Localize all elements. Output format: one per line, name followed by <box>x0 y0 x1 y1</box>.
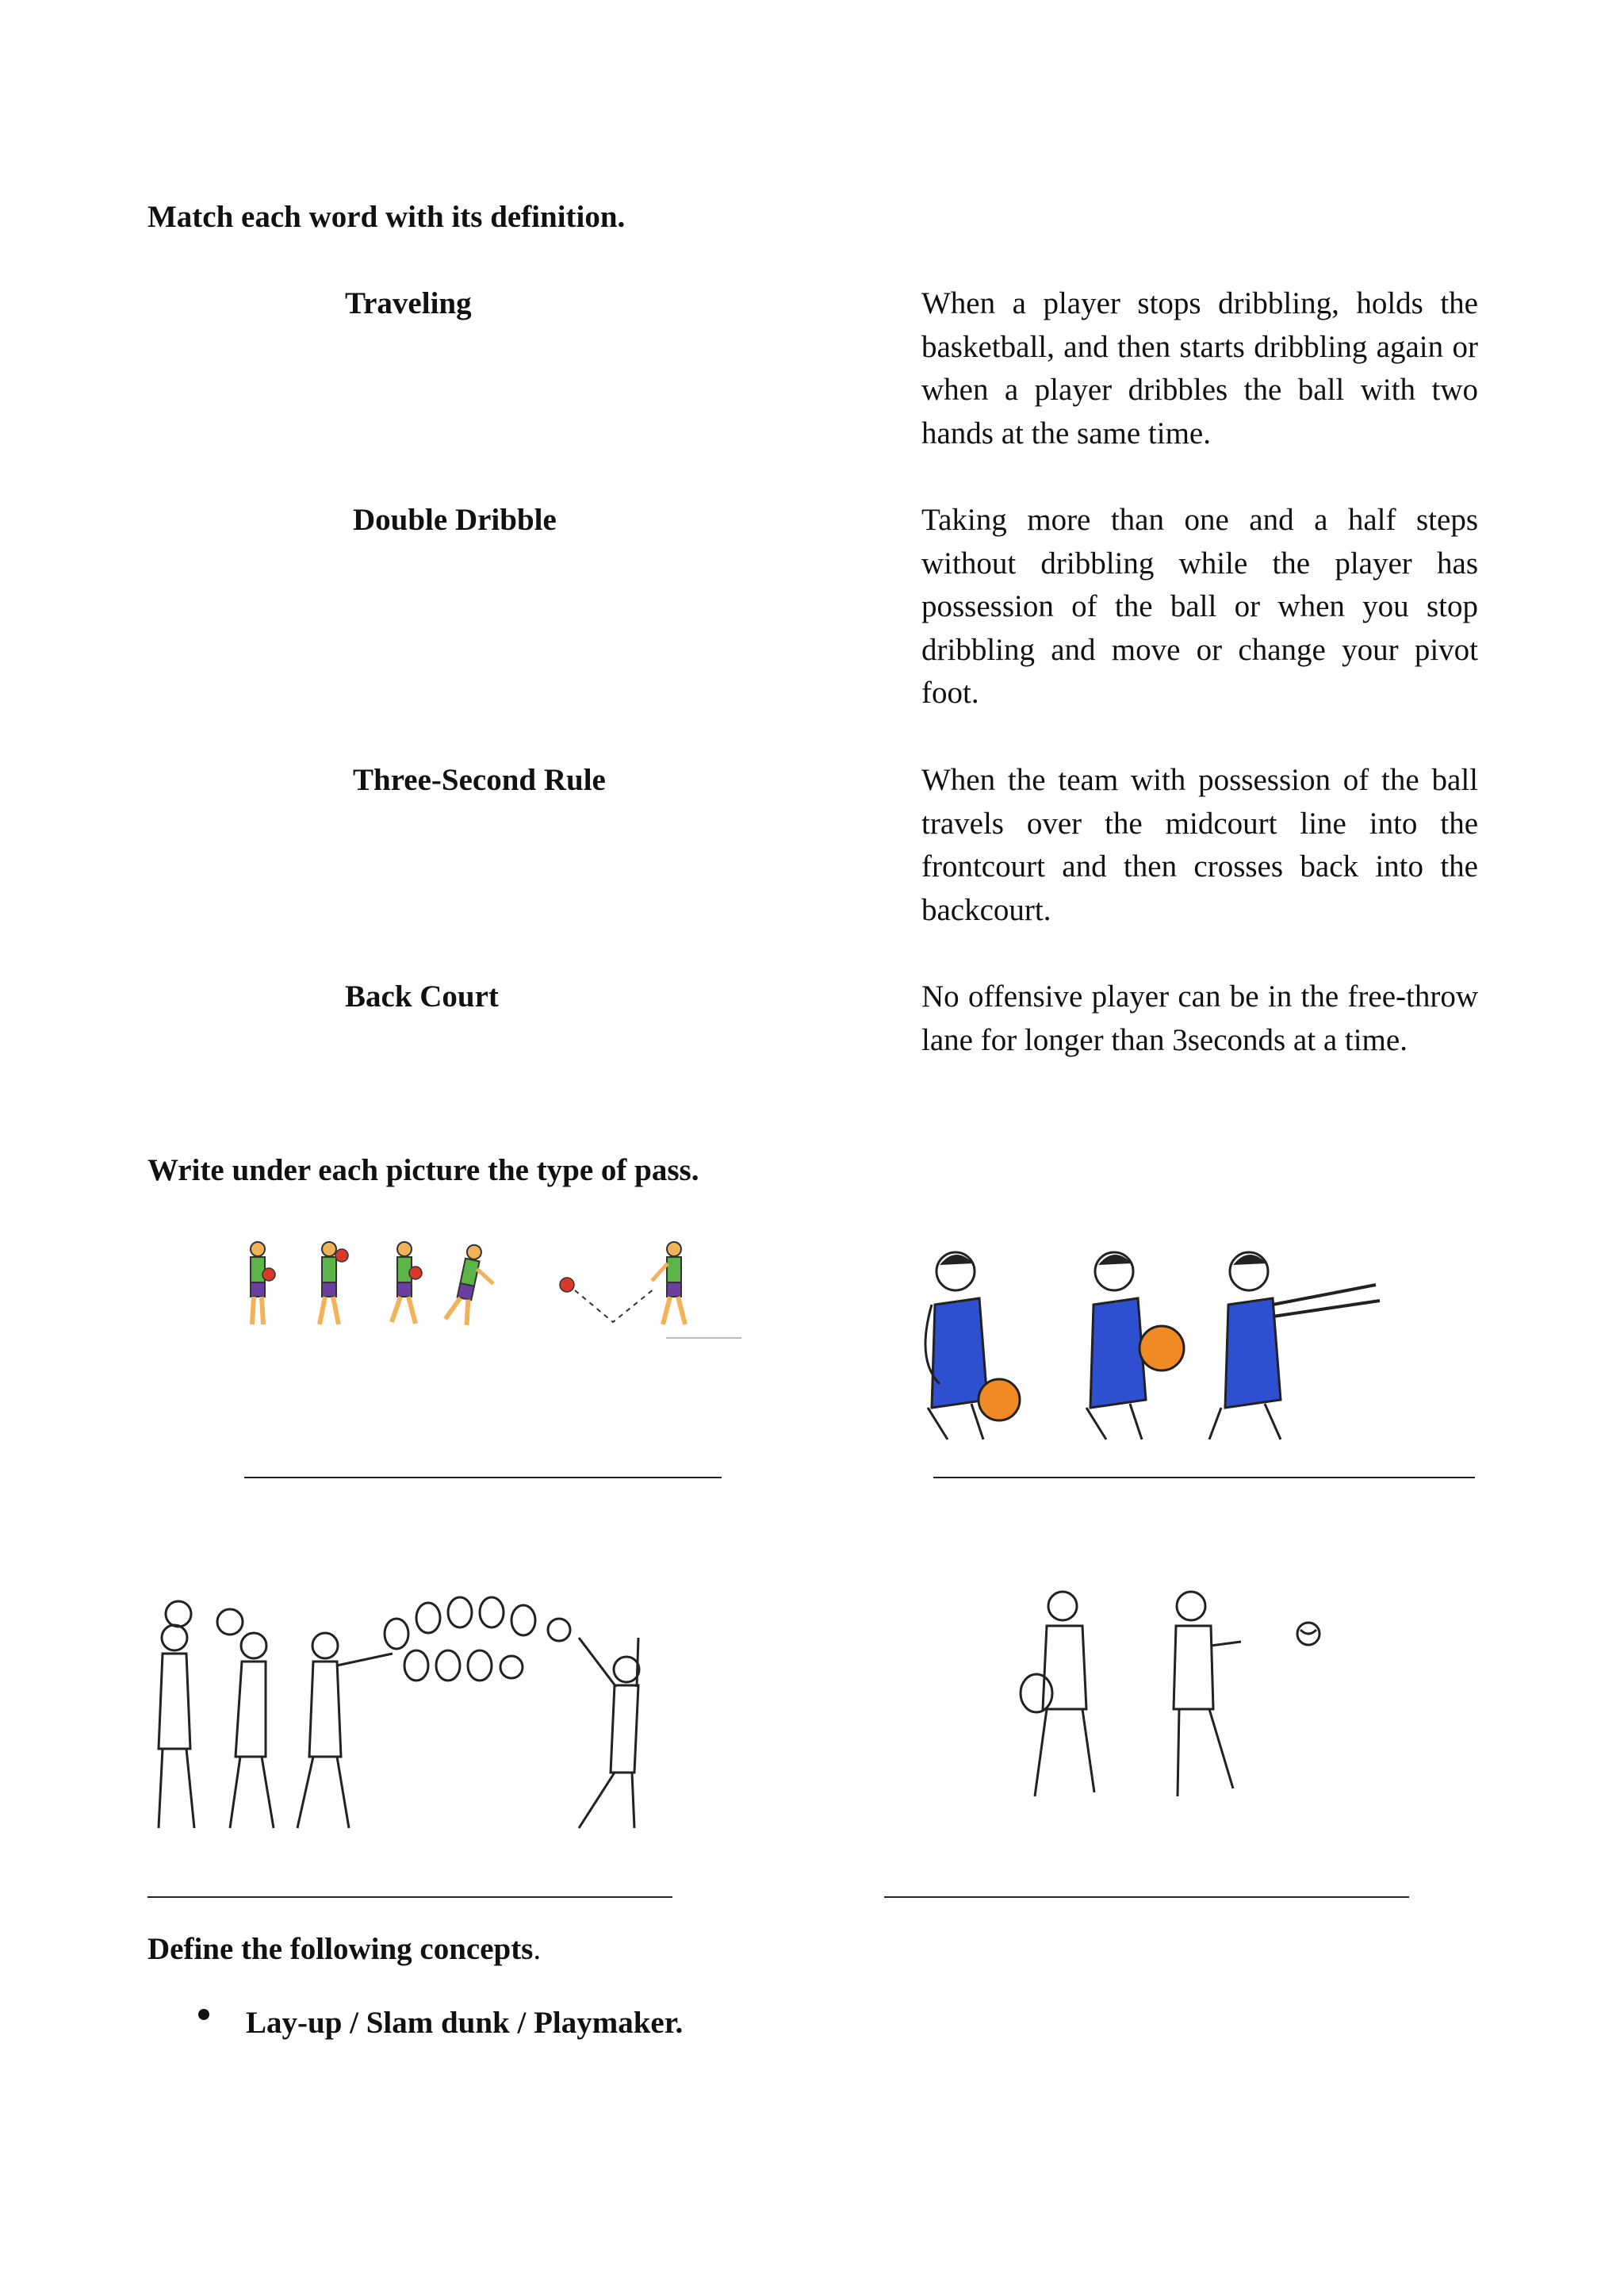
bullet-dot <box>198 2009 209 2020</box>
definition-1: When a player stops dribbling, holds the basketball, and then starts dribbling again or when a player dribbles the ball with two hands at the same time. <box>921 286 1478 450</box>
bounce-pass-illustration <box>234 1233 741 1344</box>
term-double-dribble: Double Dribble <box>353 503 557 537</box>
answer-line-2[interactable] <box>933 1477 1475 1478</box>
chest-pass-illustration <box>892 1241 1400 1443</box>
answer-line-3[interactable] <box>147 1896 672 1898</box>
define-instruction: Define the following concepts. <box>147 1932 542 1966</box>
match-instruction: Match each word with its definition. <box>147 200 626 234</box>
term-three-second-rule: Three-Second Rule <box>353 763 606 797</box>
answer-line-4[interactable] <box>884 1896 1409 1898</box>
pass-instruction: Write under each picture the type of pass. <box>147 1153 699 1187</box>
overhead-pass-illustration <box>147 1590 646 1840</box>
term-back-court: Back Court <box>345 979 499 1014</box>
definition-4: No offensive player can be in the free-throw lane for longer than 3seconds at a time. <box>921 979 1478 1057</box>
definition-3: When the team with possession of the ball travels over the midcourt line into the frontcourt and then crosses back into the backcourt. <box>921 763 1478 927</box>
behind-back-pass-illustration <box>1003 1582 1328 1820</box>
term-traveling: Traveling <box>345 286 472 320</box>
concepts-list-item: Lay-up / Slam dunk / Playmaker. <box>246 2006 684 2040</box>
definition-2: Taking more than one and a half steps without dribbling while the player has possession of the ball or when you stop dribbling and move or change your pivot foot. <box>921 503 1478 710</box>
answer-line-1[interactable] <box>244 1477 722 1478</box>
